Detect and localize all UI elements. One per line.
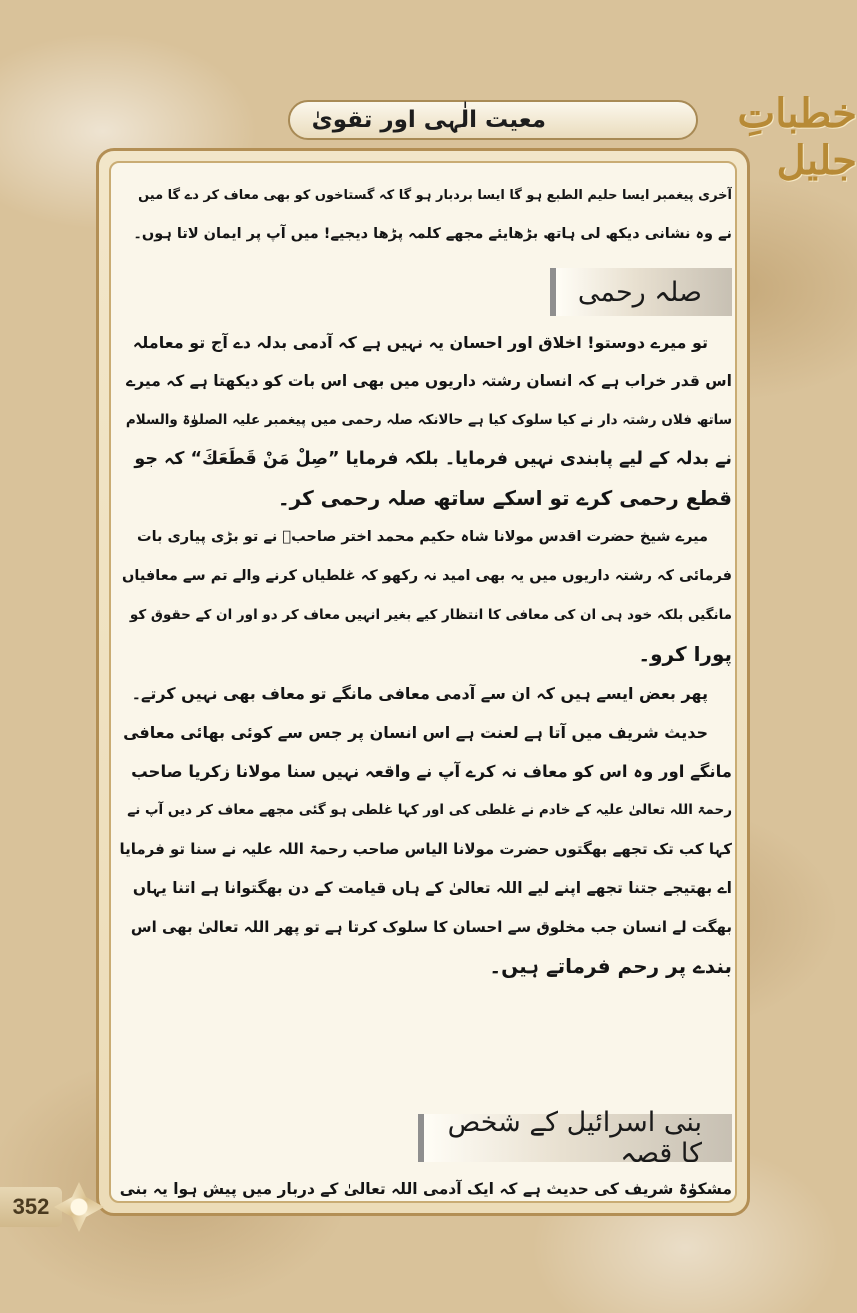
ornament-icon xyxy=(54,1182,104,1232)
page-number: 352 xyxy=(0,1187,62,1227)
text-line: رحمۃ اللہ تعالیٰ علیہ کے خادم نے غلطی کی اور کہا غلطی ہو گئی مجھے معاف کر دیں آپ نے xyxy=(127,802,732,818)
text-line: اے بھتیجے جتنا تجھے اپنے لیے اللہ تعالیٰ کے ہاں قیامت کے دن بھگتوانا ہے اتنا یہاں xyxy=(132,879,732,897)
paragraph-block-3 xyxy=(118,1170,732,1209)
text-line: بھگت لے انسان جب مخلوق سے احسان کا سلوک کرتا ہے تو پھر اللہ تعالیٰ بھی اس xyxy=(130,918,732,936)
text-line: آخری پیغمبر ایسا حلیم الطبع ہو گا ایسا بردبار ہو گا کہ گستاخوں کو بھی معاف کر دے گا میں xyxy=(138,188,732,203)
text-line: قطع رحمی کرے تو اسکے ساتھ صلہ رحمی کر۔ xyxy=(277,486,732,510)
paragraph-block-1 xyxy=(118,176,732,254)
page-number-badge xyxy=(0,1180,112,1234)
text-line: پورا کرو۔ xyxy=(638,642,732,666)
section-heading-text: صلہ رحمی xyxy=(577,276,702,308)
text-line: پھر بعض ایسے ہیں کہ ان سے آدمی معافی مانگے تو معاف بھی نہیں کرتے۔ xyxy=(131,684,708,703)
text-line: مانگیں بلکہ خود ہی ان کی معافی کا انتظار کیے بغیر انہیں معاف کر دو اور ان کے حقوق کو xyxy=(129,607,732,623)
book-title: خطباتِ جلیل xyxy=(737,90,857,184)
text-line: فرمائی کہ رشتہ داریوں میں یہ بھی امید نہ رکھو کہ غلطیاں کرنے والے تم سے معافیاں xyxy=(122,568,732,584)
text-line: مانگے اور وہ اس کو معاف نہ کرے آپ نے واقعہ نہیں سنا مولانا زکریا صاحب xyxy=(131,762,732,781)
chapter-title: معیت الٰہی اور تقویٰ xyxy=(311,107,546,133)
paragraph-block-2 xyxy=(118,323,732,986)
text-line: نے بدلہ کے لیے پابندی نہیں فرمایا۔ بلکہ فرمایا ”صِلْ مَنْ قَطَعَكَ“ کہ جو xyxy=(134,449,732,469)
text-line: تو میرے دوستو! اخلاق اور احسان یہ نہیں ہے کہ آدمی بدلہ دے آج تو معاملہ xyxy=(132,333,708,352)
text-line: حدیث شریف میں آتا ہے لعنت ہے اس انسان پر جس سے کوئی بھائی معافی xyxy=(123,723,708,742)
section-heading-2 xyxy=(418,1107,732,1169)
chapter-title-bar xyxy=(288,100,698,140)
text-line: بندے پر رحم فرماتے ہیں۔ xyxy=(489,954,732,978)
text-line: اس قدر خراب ہے کہ انسان رشتہ داریوں میں بھی اس بات کو دیکھتا ہے کہ میرے xyxy=(126,372,732,390)
text-line: ساتھ فلاں رشتہ دار نے کیا سلوک کیا ہے حالانکہ صلہ رحمی میں پیغمبر علیہ الصلوٰۃ والسلام xyxy=(125,412,732,428)
section-heading-text: بنی اسرائیل کے شخص کا قصہ xyxy=(447,1107,702,1169)
text-line: نے وہ نشانی دیکھ لی ہاتھ بڑھایئے مجھے کلمہ پڑھا دیجیے! میں آپ پر ایمان لاتا ہوں۔ xyxy=(133,226,732,242)
text-line: کہا کب تک تجھے بھگتوں حضرت مولانا الیاس صاحب رحمۃ اللہ علیہ نے سنا تو فرمایا xyxy=(119,840,732,858)
text-line: مشکوٰۃ شریف کی حدیث ہے کہ ایک آدمی اللہ تعالیٰ کے دربار میں پیش ہوا یہ بنی xyxy=(119,1180,732,1198)
section-heading-1 xyxy=(550,268,732,316)
text-line: میرے شیخ حضرت اقدس مولانا شاہ حکیم محمد اختر صاحبؒ نے تو بڑی پیاری بات xyxy=(137,529,708,545)
